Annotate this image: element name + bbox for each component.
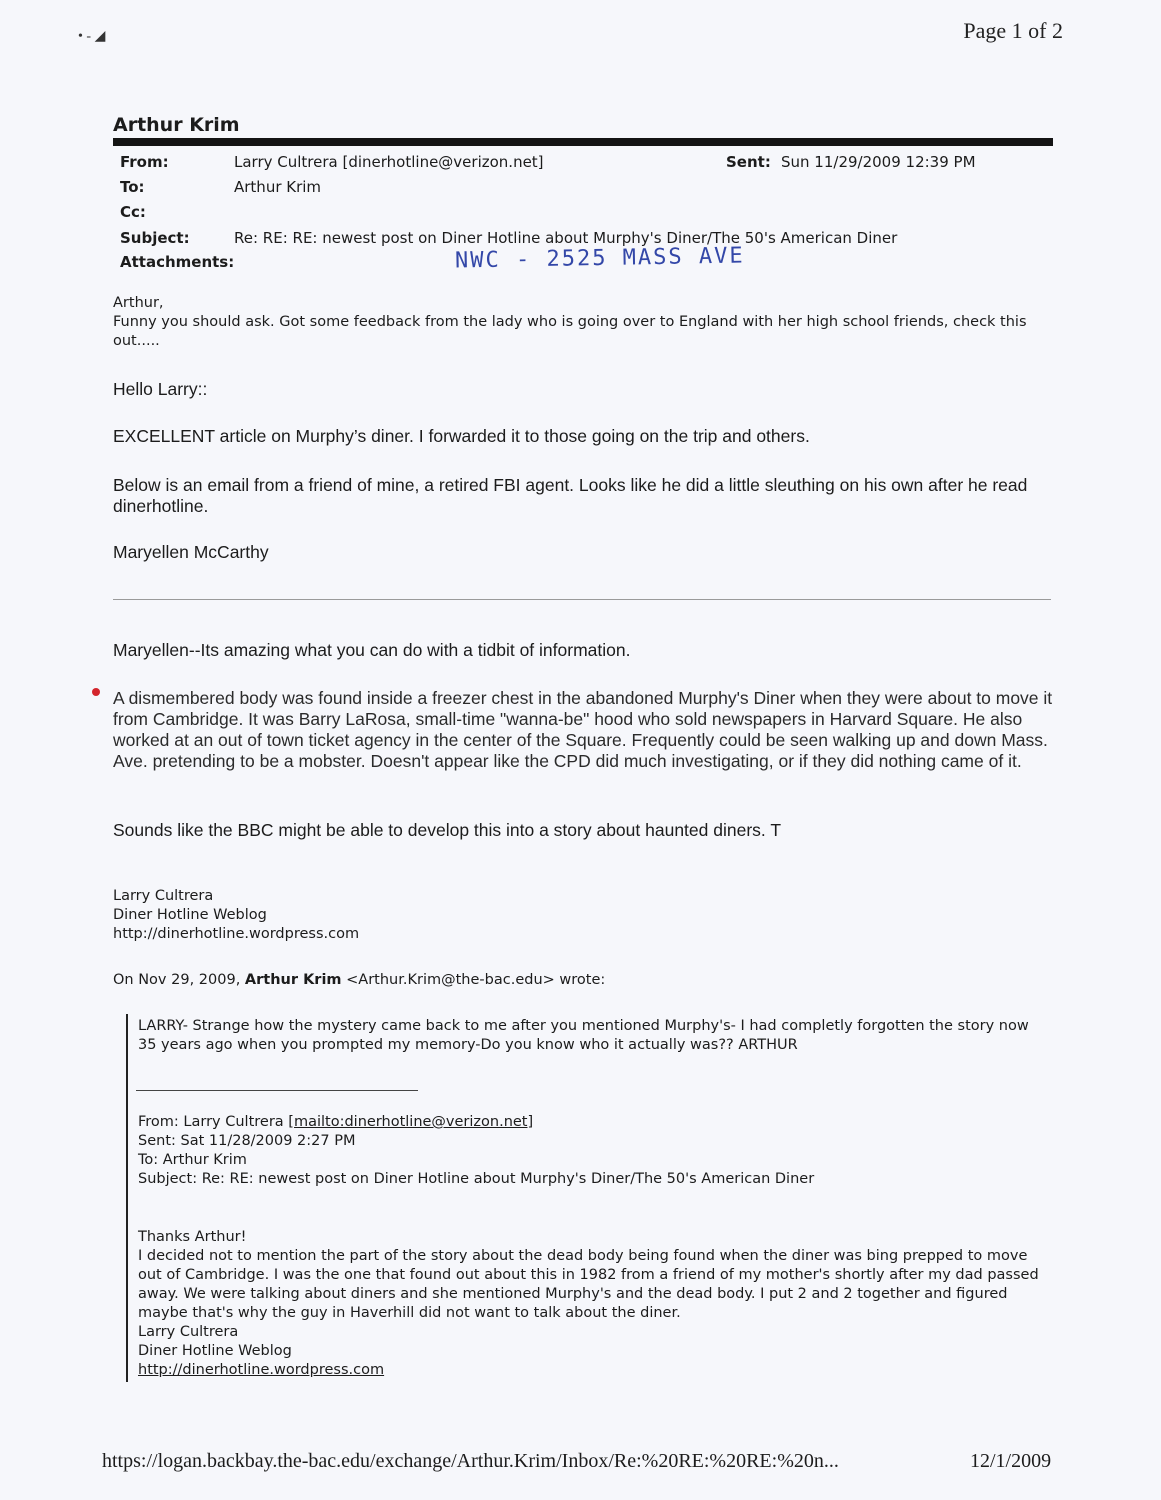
signature-block: [113, 887, 359, 944]
forwarded-signer: Maryellen McCarthy: [113, 542, 269, 562]
red-bullet-mark: [92, 688, 100, 696]
quoted-from: [138, 1113, 814, 1132]
sent-value: Sun 11/29/2009 12:39 PM: [781, 153, 976, 171]
to-label: To:: [120, 178, 145, 196]
forwarded-greeting: Hello Larry::: [113, 379, 208, 399]
fbi-closing: Sounds like the BBC might be able to develop this into a story about haunted diners. T: [113, 820, 782, 840]
fbi-paragraph: A dismembered body was found inside a freezer chest in the abandoned Murphy's Diner when they were about to move it from Cambridge. It was Barry LaRosa, small-time "wanna-be" hood who sold newspapers in Harvard Square. He also worked at an out of town ticket agency in the center of the Square. Frequently could be seen walking up and down Mass. Ave. pretending to be a mobster. Doesn't appear like the CPD did much investigating, or if they did nothing came of it.: [113, 688, 1053, 771]
to-value: Arthur Krim: [234, 178, 322, 196]
quote-bar: [126, 1014, 128, 1382]
cc-label: Cc:: [120, 203, 146, 221]
forward-separator: [113, 599, 1051, 600]
quoted-signature-url[interactable]: http://dinerhotline.wordpress.com: [138, 1362, 385, 1378]
quote-attribution-date: On Nov 29, 2009,: [113, 972, 245, 988]
header-divider-bar: [113, 138, 1053, 146]
from-label: From:: [120, 153, 169, 171]
from-value: Larry Cultrera [dinerhotline@verizon.net]: [234, 153, 544, 171]
subject-value: Re: RE: RE: newest post on Diner Hotline about Murphy's Diner/The 50's American Diner: [234, 229, 898, 247]
scan-marks: • ‑ ◢: [78, 29, 106, 44]
quoted-sent: Sent: Sat 11/28/2009 2:27 PM: [138, 1133, 356, 1149]
forwarded-excellent: EXCELLENT article on Murphy’s diner. I forwarded it to those going on the trip and others.: [113, 426, 810, 446]
quoted-larry-message: [138, 1228, 1054, 1380]
signature-url[interactable]: http://dinerhotline.wordpress.com: [113, 926, 360, 942]
quoted-to: To: Arthur Krim: [138, 1152, 247, 1168]
handwritten-annotation: NWC - 2525 MASS AVE: [454, 243, 745, 274]
quoted-thanks: Thanks Arthur!: [138, 1229, 247, 1245]
signature-name: Larry Cultrera: [113, 888, 214, 904]
footer-url: https://logan.backbay.the-bac.edu/exchange/Arthur.Krim/Inbox/Re:%20RE:%20RE:%20n...: [102, 1450, 839, 1472]
quoted-mailto-link[interactable]: [mailto:dinerhotline@verizon.net]: [288, 1114, 534, 1130]
quoted-thanks-body: I decided not to mention the part of the story about the dead body being found when the diner was bing prepped to move out of Cambridge. I was the one that found out about this in 1982 from a friend of my mother's shortly after my dad passed away. We were talking about diners and she mentioned Murphy's and the dead body. I put 2 and 2 together and figured maybe that's why the guy in Haverhill did not want to talk about the diner.: [138, 1248, 1039, 1321]
footer-date: 12/1/2009: [970, 1450, 1052, 1472]
quoted-signature-name: Larry Cultrera: [138, 1324, 239, 1340]
quoted-subject: Subject: Re: RE: newest post on Diner Hotline about Murphy's Diner/The 50's American Diner: [138, 1171, 815, 1187]
reply-intro: Funny you should ask. Got some feedback from the lady who is going over to England with her high school friends, check this out.....: [113, 314, 1027, 349]
quoted-header: [138, 1113, 814, 1189]
forwarded-below: Below is an email from a friend of mine, a retired FBI agent. Looks like he did a little sleuthing on his own after he read dinerhotline.: [113, 475, 1028, 516]
quoted-divider: [136, 1090, 418, 1091]
fbi-greeting: Maryellen--Its amazing what you can do with a tidbit of information.: [113, 640, 631, 660]
sent-label: Sent:: [726, 153, 771, 171]
quoted-signature-blog: Diner Hotline Weblog: [138, 1343, 292, 1359]
page-indicator: Page 1 of 2: [963, 18, 1063, 43]
quote-attribution-email: <Arthur.Krim@the-bac.edu> wrote:: [341, 972, 606, 988]
quoted-from-prefix: From: Larry Cultrera: [138, 1114, 289, 1130]
mailbox-owner-name: Arthur Krim: [113, 114, 240, 136]
quote-attribution: [113, 971, 605, 990]
subject-label: Subject:: [120, 229, 190, 247]
attachments-label: Attachments:: [120, 253, 235, 271]
reply-greeting: Arthur,: [113, 295, 164, 311]
quoted-arthur-message: LARRY- Strange how the mystery came back to me after you mentioned Murphy's- I had completly forgotten the story now 35 years ago when you prompted my memory-Do you know who it actually was?? ARTHUR: [138, 1018, 1029, 1053]
signature-blog: Diner Hotline Weblog: [113, 907, 267, 923]
quote-attribution-name: Arthur Krim: [244, 972, 342, 988]
